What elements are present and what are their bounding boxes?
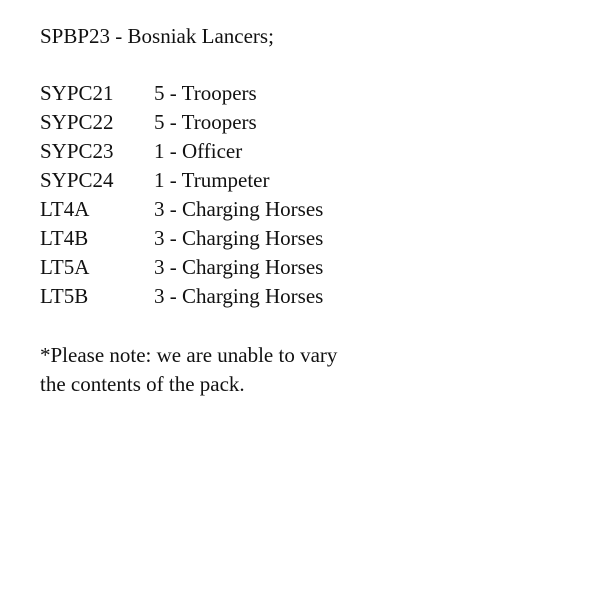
item-code: LT5A (40, 255, 90, 279)
item-description: 5 - Troopers (154, 81, 257, 105)
item-code: SYPC21 (40, 81, 114, 105)
item-code: LT5B (40, 284, 89, 308)
item-description: 5 - Troopers (154, 110, 257, 134)
item-description: 3 - Charging Horses (154, 226, 324, 250)
pack-note (40, 341, 580, 399)
list-item (40, 137, 580, 166)
list-item (40, 224, 580, 253)
list-item (40, 79, 580, 108)
list-item (40, 282, 580, 311)
item-code: SYPC24 (40, 168, 114, 192)
note-line: *Please note: we are unable to vary (40, 343, 338, 367)
pack-contents-document (40, 22, 580, 399)
item-code: LT4A (40, 197, 90, 221)
note-line: the contents of the pack. (40, 372, 245, 396)
item-description: 1 - Trumpeter (154, 168, 270, 192)
list-item (40, 166, 580, 195)
item-description: 3 - Charging Horses (154, 284, 324, 308)
list-item (40, 253, 580, 282)
item-code: SYPC22 (40, 110, 114, 134)
contents-list (40, 79, 580, 311)
item-description: 3 - Charging Horses (154, 255, 324, 279)
item-description: 1 - Officer (154, 139, 243, 163)
item-description: 3 - Charging Horses (154, 197, 324, 221)
list-item (40, 195, 580, 224)
item-code: SYPC23 (40, 139, 114, 163)
list-item (40, 108, 580, 137)
pack-title: SPBP23 - Bosniak Lancers; (40, 24, 274, 48)
item-code: LT4B (40, 226, 89, 250)
